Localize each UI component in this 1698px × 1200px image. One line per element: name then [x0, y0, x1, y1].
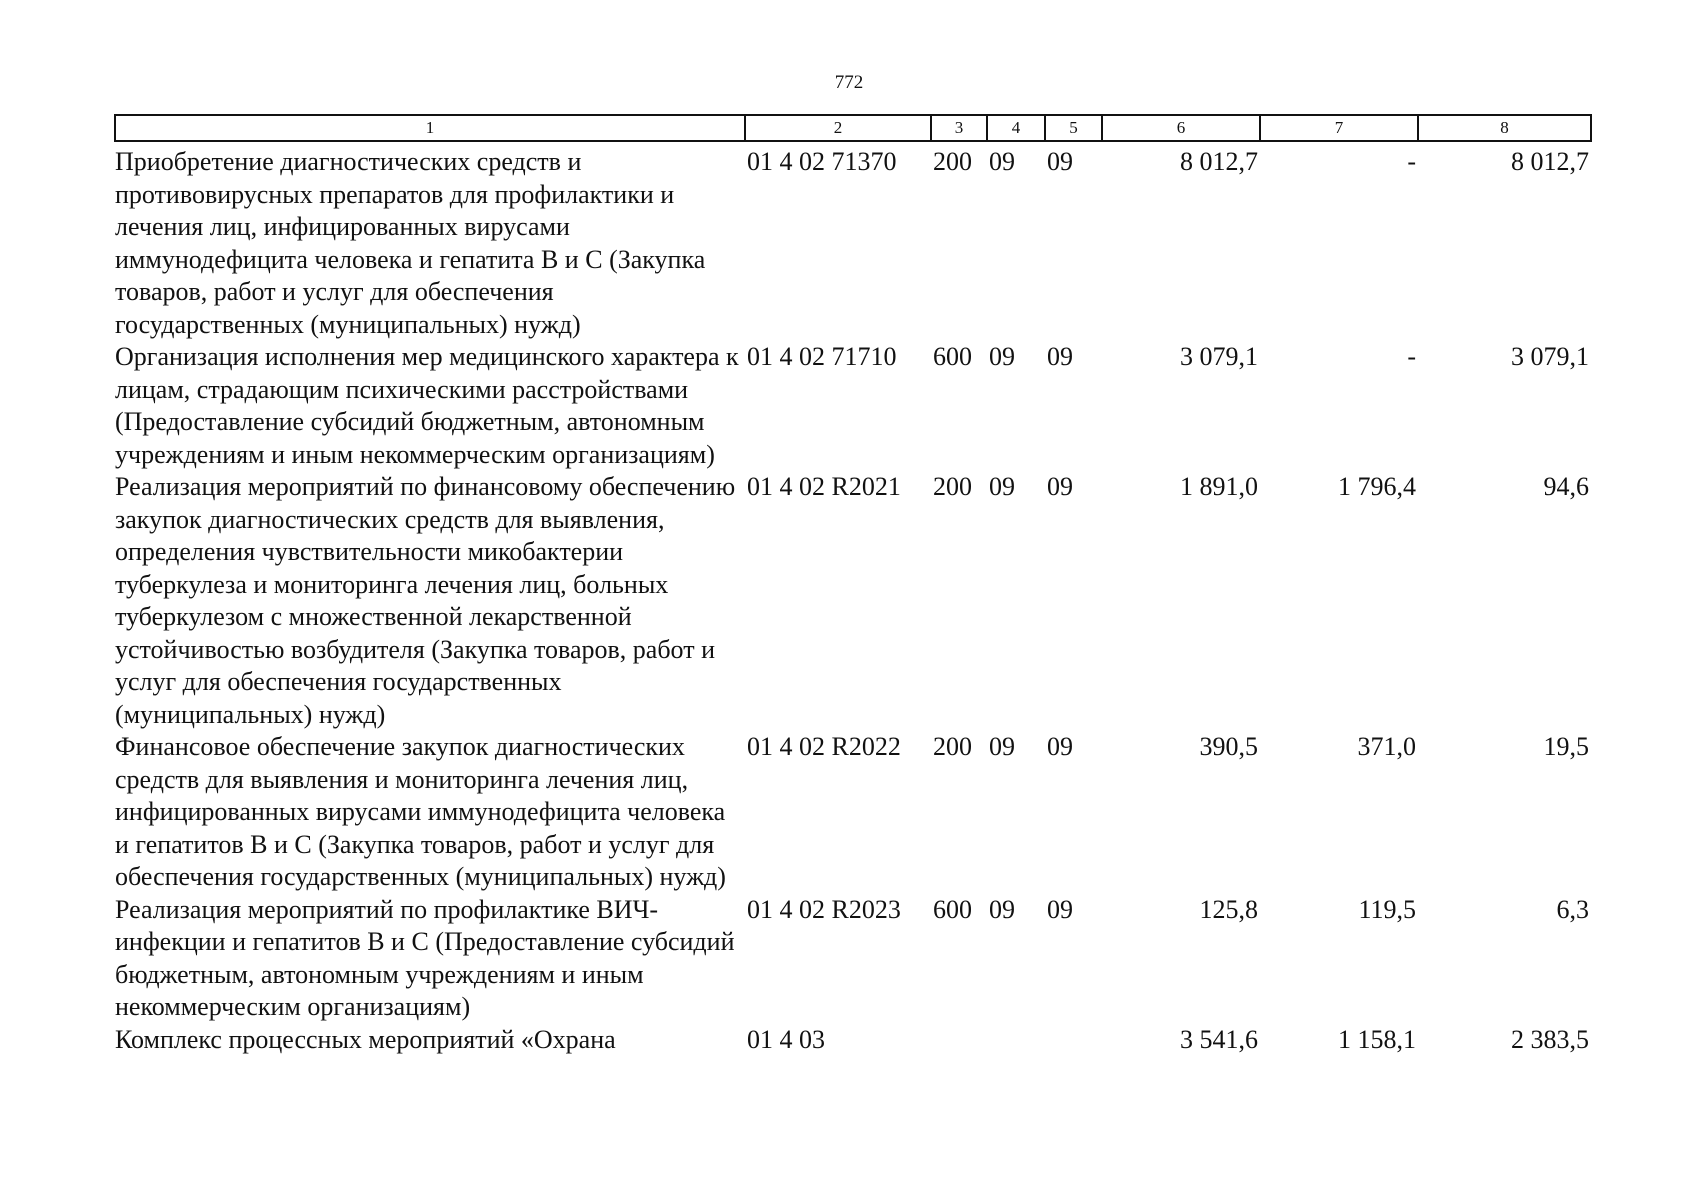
- row-total: 390,5: [1199, 732, 1258, 761]
- row-federal: 1 158,1: [1338, 1024, 1416, 1054]
- row-section: 09: [989, 472, 1015, 501]
- row-name: Комплекс процессных мероприятий «Охрана: [115, 1024, 616, 1054]
- row-federal: 119,5: [1358, 894, 1416, 924]
- row-name: Приобретение диагностических средств и противовирусных препаратов для профилактики и лечения лиц, инфицированных вирусами иммунодефицита человека и гепатита В и С (Закупка товаров, работ и услуг для обеспечения государственных (муниципальных) нужд): [115, 147, 706, 339]
- row-regional: 19,5: [1543, 732, 1589, 761]
- row-total: 1 891,0: [1180, 472, 1258, 501]
- row-subsection: 09: [1047, 342, 1073, 371]
- row-federal: -: [1407, 147, 1416, 176]
- table-row: [115, 894, 1591, 1024]
- row-regional: 2 383,5: [1511, 1024, 1589, 1054]
- row-code: 01 4 02 71710: [747, 342, 897, 371]
- row-name: Организация исполнения мер медицинского характера к лицам, страдающим психическими расстройствами (Предоставление субсидий бюджетным, автономным учреждениям и иным некоммерческим организациям): [115, 342, 739, 469]
- budget-table: [114, 114, 1592, 1056]
- row-regional: 6,3: [1556, 894, 1589, 924]
- row-subsection: 09: [1047, 732, 1073, 761]
- row-total: 3 079,1: [1180, 342, 1258, 371]
- row-code: 01 4 02 R2023: [747, 894, 901, 924]
- row-expense-type: 200: [933, 147, 972, 176]
- row-expense-type: 600: [933, 342, 972, 371]
- row-code: 01 4 03: [747, 1024, 825, 1054]
- row-federal: 371,0: [1357, 732, 1416, 761]
- row-section: 09: [989, 732, 1015, 761]
- row-code: 01 4 02 R2021: [747, 472, 901, 501]
- row-section: [987, 1024, 1045, 1057]
- row-expense-type: 600: [933, 894, 972, 924]
- table-row: [115, 341, 1591, 471]
- row-total: 8 012,7: [1180, 147, 1258, 176]
- column-number-header: 6: [1102, 115, 1260, 141]
- row-section: 09: [989, 342, 1015, 371]
- row-regional: 94,6: [1543, 472, 1589, 501]
- row-total: 125,8: [1199, 894, 1258, 924]
- row-subsection: [1045, 1024, 1102, 1057]
- column-number-header: 1: [115, 115, 745, 141]
- row-section: 09: [989, 147, 1015, 176]
- row-code: 01 4 02 71370: [747, 147, 897, 176]
- row-federal: 1 796,4: [1338, 472, 1416, 501]
- row-expense-type: [931, 1024, 987, 1057]
- row-name: Финансовое обеспечение закупок диагностических средств для выявления и мониторинга лечения лиц, инфицированных вирусами иммунодефицита человека и гепатитов В и С (Закупка товаров, работ и услуг для обеспечения государственных (муниципальных) нужд): [115, 732, 726, 891]
- row-code: 01 4 02 R2022: [747, 732, 901, 761]
- table-row: [115, 141, 1591, 341]
- row-name: Реализация мероприятий по профилактике ВИЧ-инфекции и гепатитов В и С (Предоставление субсидий бюджетным, автономным учреждениям и иным некоммерческим организациям): [115, 894, 735, 1021]
- table-row: [115, 1024, 1591, 1057]
- row-subsection: 09: [1047, 472, 1073, 501]
- column-number-header: 2: [745, 115, 931, 141]
- column-number-header: 4: [987, 115, 1045, 141]
- row-expense-type: 200: [933, 732, 972, 761]
- row-name: Реализация мероприятий по финансовому обеспечению закупок диагностических средств для выявления, определения чувствительности микобактерии туберкулеза и мониторинга лечения лиц, больных туберкулезом с множественной лекарственной устойчивостью возбудителя (Закупка товаров, работ и услуг для обеспечения государственных (муниципальных) нужд): [115, 472, 736, 729]
- column-number-header: 8: [1418, 115, 1591, 141]
- row-regional: 3 079,1: [1511, 342, 1589, 371]
- table-row: [115, 731, 1591, 894]
- row-total: 3 541,6: [1180, 1024, 1258, 1054]
- column-number-header: 3: [931, 115, 987, 141]
- row-section: 09: [989, 894, 1015, 924]
- row-subsection: 09: [1047, 147, 1073, 176]
- column-number-header: 5: [1045, 115, 1102, 141]
- page-number: 772: [834, 72, 864, 93]
- row-regional: 8 012,7: [1511, 147, 1589, 176]
- table-row: [115, 471, 1591, 731]
- row-subsection: 09: [1047, 894, 1073, 924]
- column-number-header: 7: [1260, 115, 1418, 141]
- row-expense-type: 200: [933, 472, 972, 501]
- row-federal: -: [1407, 342, 1416, 371]
- column-number-header-row: [115, 115, 1591, 141]
